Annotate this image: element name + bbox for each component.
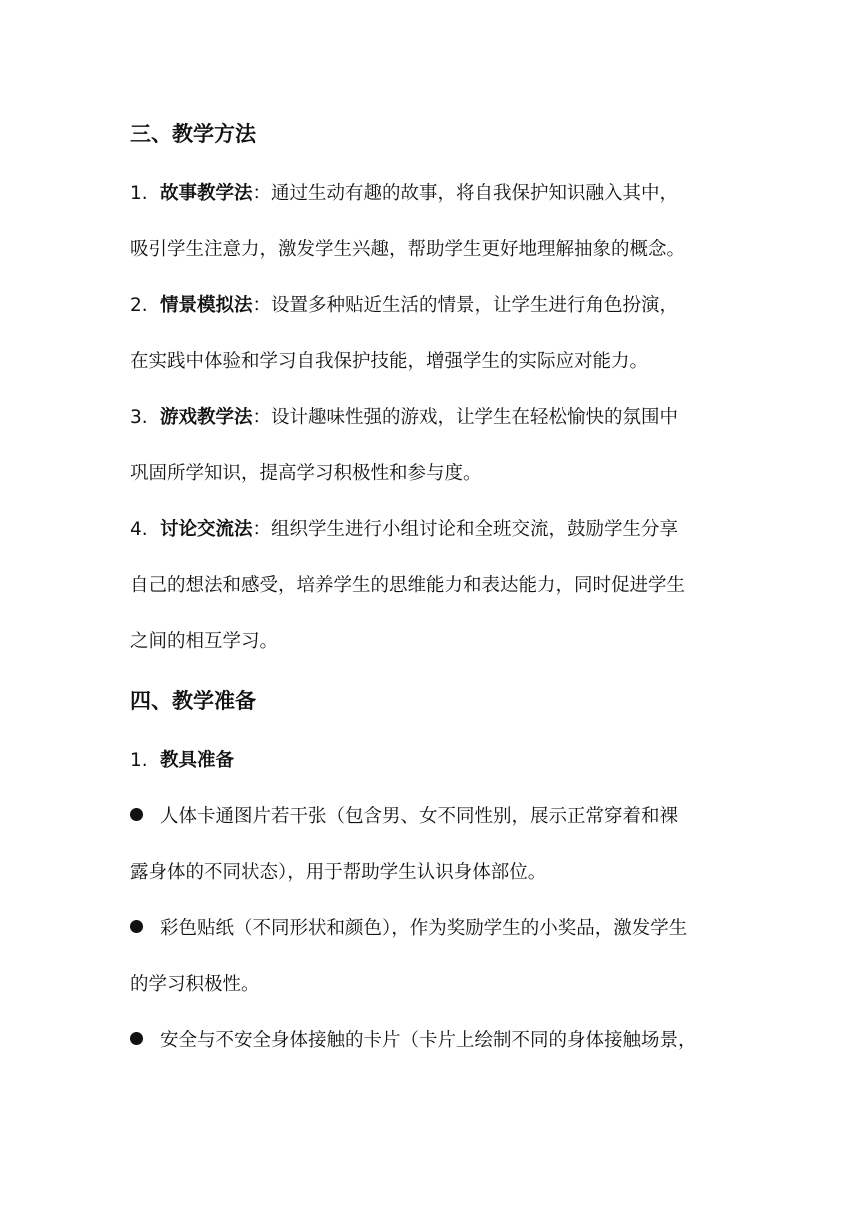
bullet-text: 彩色贴纸（不同形状和颜色），作为奖励学生的小奖品，激发学生: [160, 918, 688, 939]
method-text: 设计趣味性强的游戏，让学生在轻松愉快的氛围中: [271, 407, 679, 428]
bullet-item-2-continued: 的学习积极性。: [130, 974, 260, 995]
method-item-4-continued: 自己的想法和感受，培养学生的思维能力和表达能力，同时促进学生: [130, 575, 686, 596]
method-term: 情景模拟法: [160, 295, 253, 316]
item-number: 4.: [130, 519, 148, 540]
method-text: 通过生动有趣的故事，将自我保护知识融入其中，: [271, 183, 679, 204]
separator: ：: [252, 407, 272, 428]
bullet-text: 人体卡通图片若干张（包含男、女不同性别，展示正常穿着和裸: [160, 806, 679, 827]
prep-term: 教具准备: [160, 750, 235, 771]
method-term: 讨论交流法: [160, 519, 253, 540]
bullet-item-3: [130, 1027, 740, 1055]
method-item-3: [130, 404, 740, 432]
item-number: 1.: [130, 183, 148, 204]
separator: ：: [252, 519, 272, 540]
method-term: 故事教学法: [160, 183, 253, 204]
item-number: 2.: [130, 295, 148, 316]
section-4-heading: 四、教学准备: [130, 689, 256, 713]
item-number: 3.: [130, 407, 148, 428]
method-item-4-continued-2: 之间的相互学习。: [130, 631, 279, 652]
method-term: 游戏教学法: [160, 407, 253, 428]
bullet-icon: [130, 920, 143, 933]
method-item-2: [130, 292, 740, 320]
bullet-icon: [130, 1032, 143, 1045]
bullet-item-2: [130, 915, 740, 943]
prep-subheading: [130, 747, 740, 775]
method-item-1: [130, 180, 740, 208]
separator: ：: [252, 183, 272, 204]
section-3-heading: 三、教学方法: [130, 122, 256, 146]
bullet-text: 安全与不安全身体接触的卡片（卡片上绘制不同的身体接触场景，: [160, 1030, 697, 1051]
method-item-1-continued: 吸引学生注意力，激发学生兴趣，帮助学生更好地理解抽象的概念。: [130, 239, 686, 260]
method-item-2-continued: 在实践中体验和学习自我保护技能，增强学生的实际应对能力。: [130, 351, 649, 372]
method-item-4: [130, 516, 740, 544]
method-item-3-continued: 巩固所学知识，提高学习积极性和参与度。: [130, 463, 482, 484]
item-number: 1.: [130, 750, 148, 771]
bullet-item-1-continued: 露身体的不同状态），用于帮助学生认识身体部位。: [130, 862, 547, 883]
method-text: 设置多种贴近生活的情景，让学生进行角色扮演，: [271, 295, 679, 316]
method-text: 组织学生进行小组讨论和全班交流，鼓励学生分享: [271, 519, 679, 540]
separator: ：: [252, 295, 272, 316]
bullet-item-1: [130, 803, 740, 831]
bullet-icon: [130, 808, 143, 821]
